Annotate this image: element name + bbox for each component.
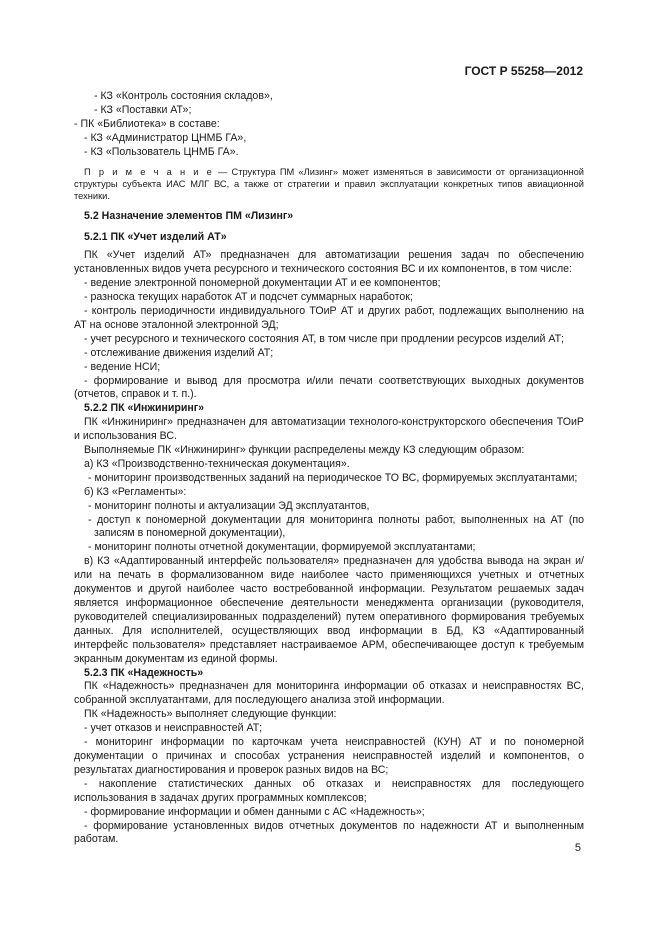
- paragraph: ПК «Надежность» предназначен для мониторинга информации об отказах и неисправностях ВС, собранной эксплуатантами, для последующего анализа этой информации.: [74, 680, 584, 707]
- list-item: - ведение электронной пономерной документации АТ и ее компонентов;: [84, 277, 441, 290]
- list-item: - КЗ «Поставки АТ»;: [94, 103, 192, 116]
- list-item: - мониторинг полноты и актуализации ЭД эксплуатантов,: [88, 499, 370, 512]
- subsection-heading: 5.2.1 ПК «Учет изделий АТ»: [84, 231, 227, 244]
- paragraph: ПК «Надежность» выполняет следующие функции:: [84, 708, 337, 721]
- list-item: - разноска текущих наработок АТ и подсчет суммарных наработок;: [84, 291, 413, 304]
- list-item: - ведение НСИ;: [84, 360, 161, 373]
- paragraph: Выполняемые ПК «Инжиниринг» функции распределены между КЗ следующим образом:: [84, 444, 525, 457]
- list-item: - мониторинг полноты отчетной документации, формируемой эксплуатантами;: [88, 541, 476, 554]
- list-item: - мониторинг производственных заданий на периодическое ТО ВС, формируемых эксплуатантами;: [88, 471, 578, 484]
- list-item: - КЗ «Пользователь ЦНМБ ГА».: [84, 145, 239, 158]
- section-heading: 5.2 Назначение элементов ПМ «Лизинг»: [84, 209, 294, 222]
- paragraph: ПК «Инжиниринг» предназначен для автоматизации технолого-конструкторского обеспечения ТОиР и использования ВС.: [74, 416, 584, 443]
- document-body: [74, 90, 584, 847]
- list-item: б) КЗ «Регламенты»:: [84, 485, 187, 498]
- subsection-heading: 5.2.2 ПК «Инжиниринг»: [84, 402, 205, 415]
- page-number: 5: [574, 842, 581, 854]
- list-item: - накопление статистических данных об отказах и неисправностях для последующего использования в задачах других программных комплексов;: [74, 777, 584, 804]
- list-item: - отслеживание движения изделий АТ;: [84, 346, 274, 359]
- note-text: — Структура ПМ «Лизинг» может изменяться в зависимости от организационной структуры субъекта ИАС МЛГ ВС, а также от стратегии и правил эксплуатации конкретных типов авиационной техники.: [74, 166, 584, 201]
- list-item: - учет ресурсного и технического состояния АТ, в том числе при продлении ресурсов изделий АТ;: [84, 332, 564, 345]
- note-label: П р и м е ч а н и е: [84, 166, 214, 177]
- list-item: - КЗ «Контроль состояния складов»,: [94, 90, 273, 102]
- list-item: - доступ к пономерной документации для мониторинга полноты работ, выполненных на АТ (по записям в пономерной документации),: [88, 513, 584, 540]
- note-paragraph: [74, 166, 584, 202]
- paragraph: в) КЗ «Адаптированный интерфейс пользователя» предназначен для удобства вывода на экран и/или на печать в формализованном виде наиболее часто применяющихся учетных и отчетных документов и другой наиболее часто востребованной информации. Результатом решаемых задач является информационное обеспечение деятельности менеджмента организации (руководителя, руководителей специализированных подразделений) путем оперативного формирования требуемых данных. Для исполнителей, осуществляющих ввод информации в БД, КЗ «Адаптированный интерфейс пользователя» представляет настраиваемое АРМ, обеспечивающее доступ к требуемым экранным документам из единой формы.: [74, 555, 584, 665]
- list-item: - формирование информации и обмен данными с АС «Надежность»;: [84, 805, 425, 818]
- document-id: ГОСТ Р 55258—2012: [464, 64, 583, 78]
- list-item: - формирование установленных видов отчетных документов по надежности АТ и выполненным работам.: [74, 819, 584, 846]
- list-item: - формирование и вывод для просмотра и/или печати соответствующих выходных документов (отчетов, справок и т. п.).: [74, 374, 584, 401]
- list-item: - ПК «Библиотека» в составе:: [74, 117, 220, 130]
- list-item: - мониторинг информации по карточкам учета неисправностей (КУН) АТ и по пономерной документации о причинах и способах устранения неисправностей изделий и компонентов, о результатах диагностирования и проверок разных видов на ВС;: [74, 736, 584, 776]
- list-item: а) КЗ «Производственно-техническая документация».: [84, 457, 350, 470]
- list-item: - учет отказов и неисправностей АТ;: [84, 722, 263, 735]
- paragraph: ПК «Учет изделий АТ» предназначен для автоматизации решения задач по обеспечению установленных видов учета ресурсного и технического состояния ВС и их компонентов, в том числе:: [74, 249, 584, 276]
- subsection-heading: 5.2.3 ПК «Надежность»: [84, 666, 204, 679]
- list-item: - КЗ «Администратор ЦНМБ ГА»,: [84, 131, 247, 144]
- list-item: - контроль периодичности индивидуального ТОиР АТ и других работ, подлежащих выполнению на АТ на основе эталонной электронной ЭД;: [74, 304, 584, 331]
